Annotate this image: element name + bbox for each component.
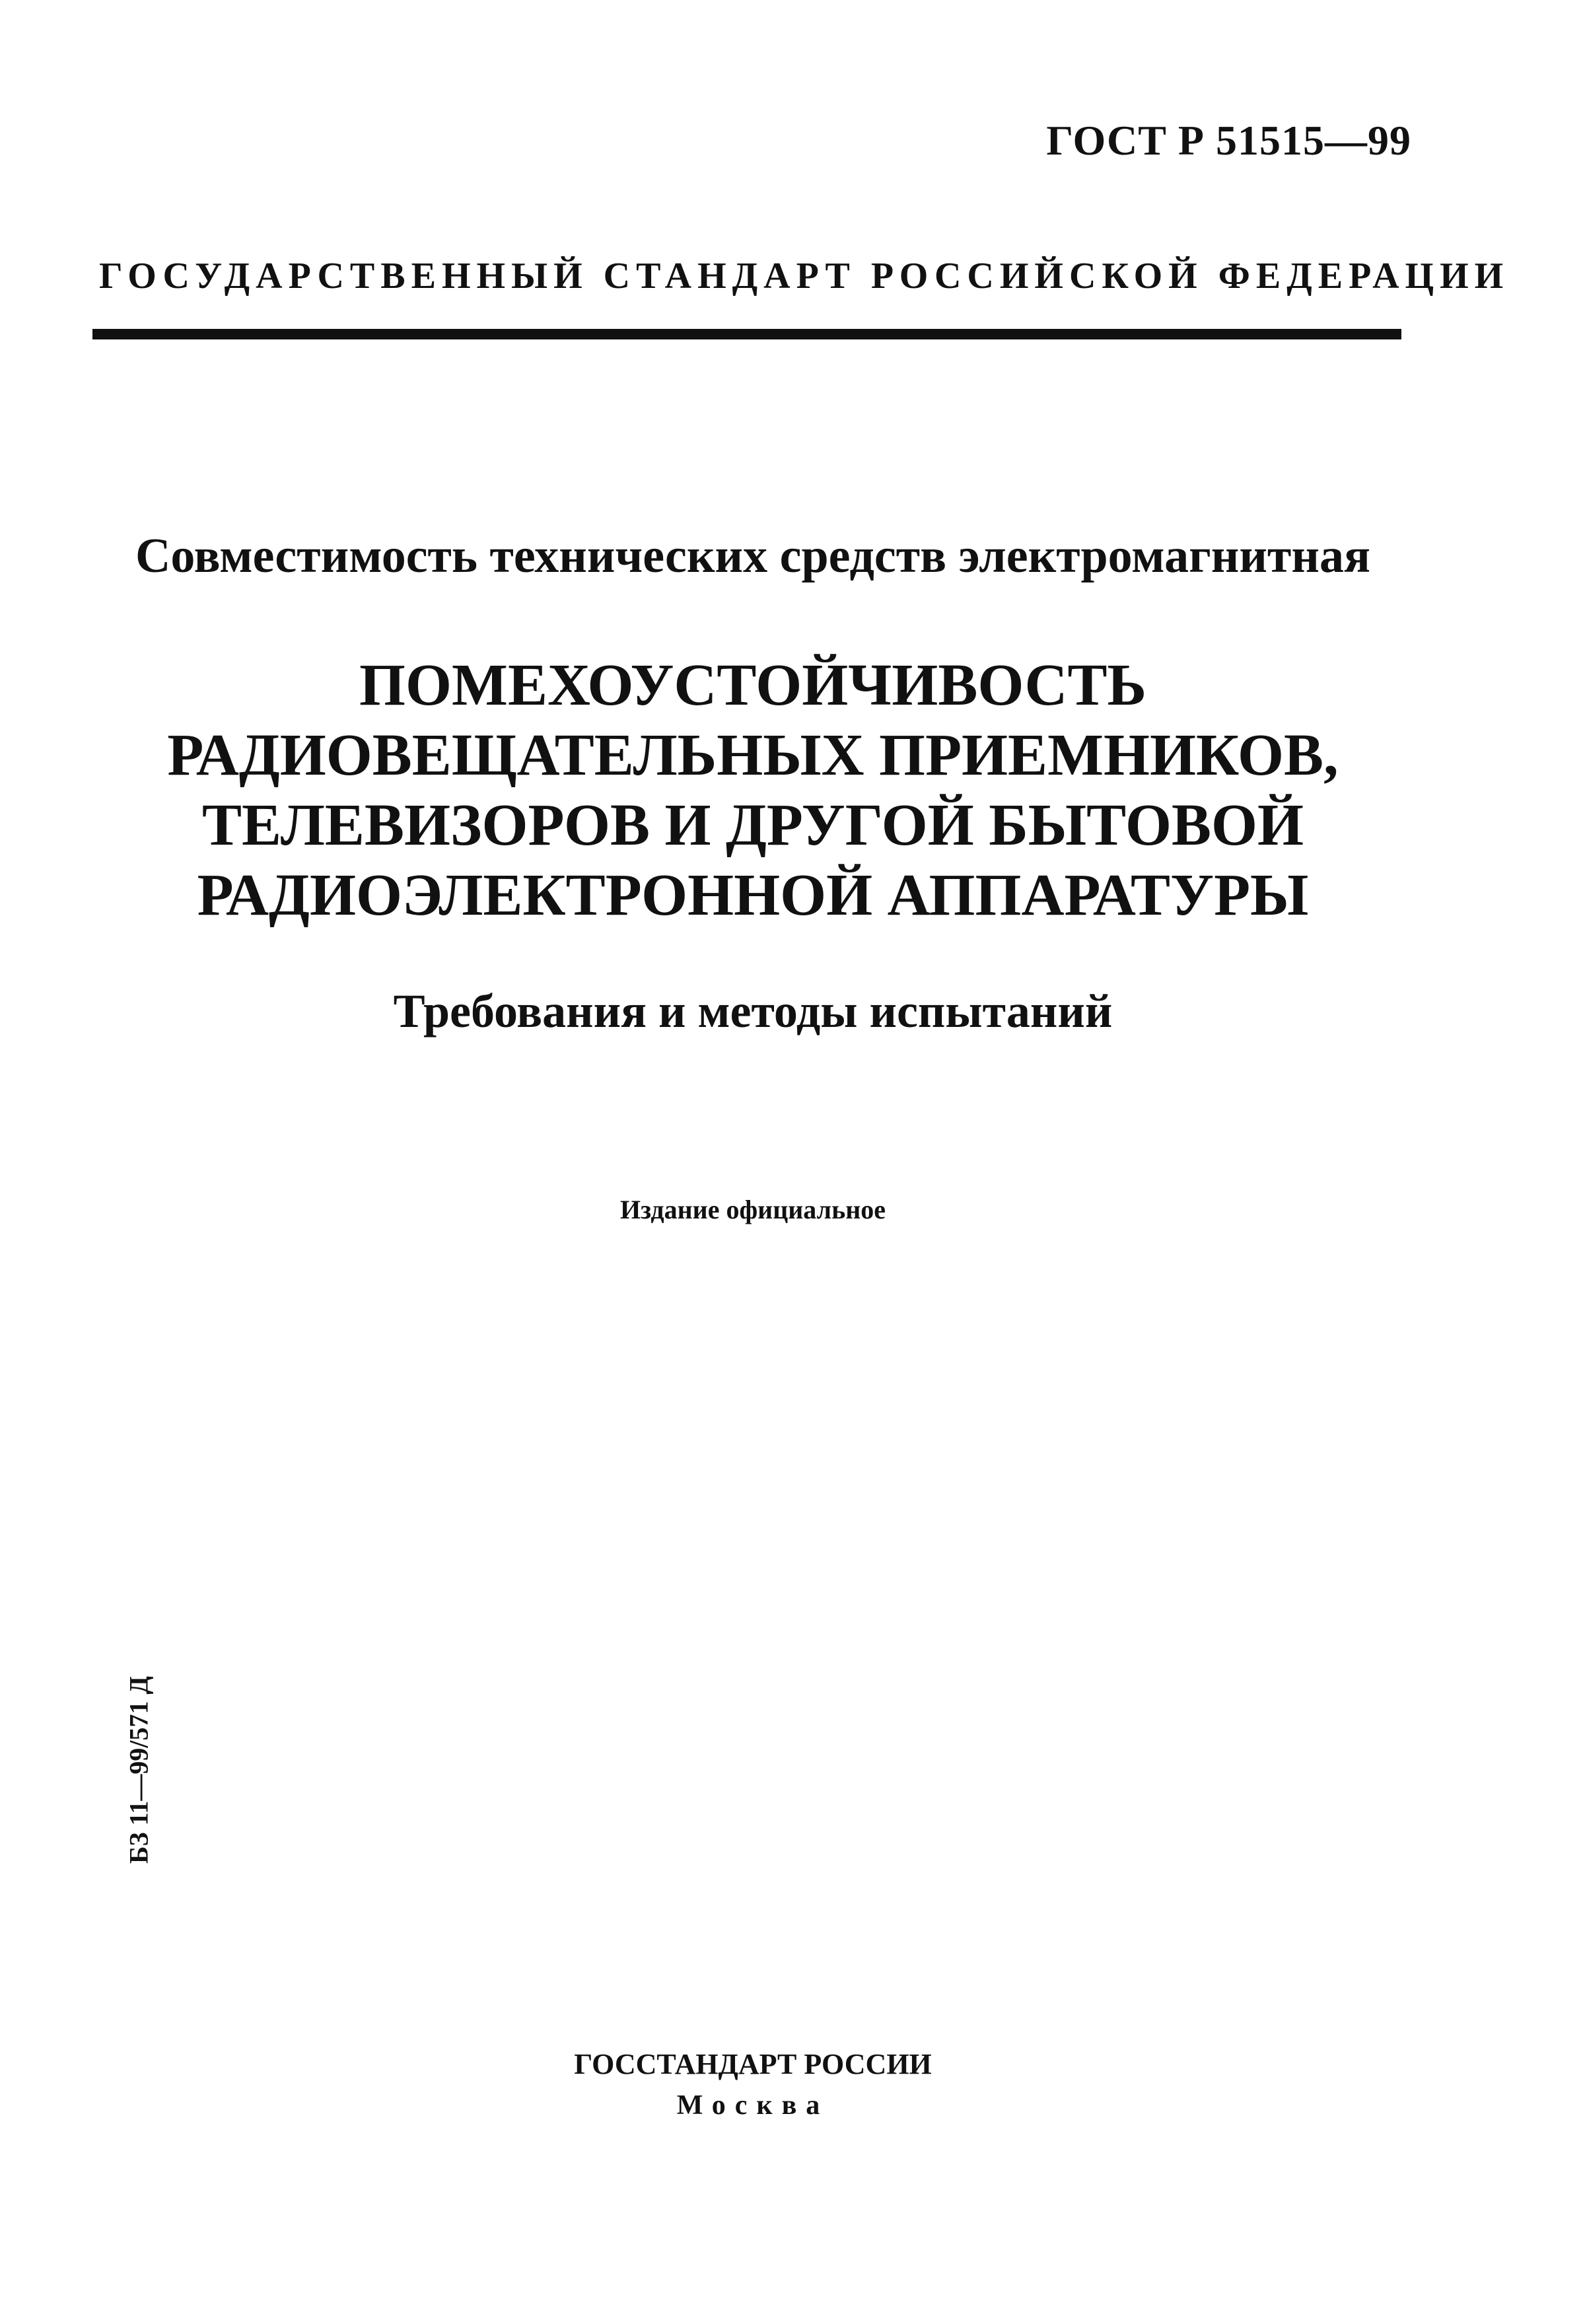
title-line-2: РАДИОВЕЩАТЕЛЬНЫХ ПРИЕМНИКОВ,: [167, 722, 1339, 788]
header-divider: [92, 329, 1401, 339]
document-subtitle: Совместимость технических средств электромагнитная: [135, 529, 1371, 583]
side-code: БЗ 11—99/571 Д: [123, 1676, 154, 1864]
publisher-name: ГОССТАНДАРТ РОССИИ: [574, 2048, 932, 2080]
state-standard-heading: ГОСУДАРСТВЕННЫЙ СТАНДАРТ РОССИЙСКОЙ ФЕДЕРАЦИИ: [99, 256, 1510, 297]
edition-label: Издание официальное: [619, 1195, 886, 1224]
publication-city: Москва: [676, 2090, 829, 2121]
title-line-3: ТЕЛЕВИЗОРОВ И ДРУГОЙ БЫТОВОЙ: [202, 792, 1304, 858]
requirements-subtitle: Требования и методы испытаний: [393, 985, 1113, 1038]
document-title: [66, 651, 1440, 931]
title-line-4: РАДИОЭЛЕКТРОННОЙ АППАРАТУРЫ: [197, 863, 1309, 928]
title-line-1: ПОМЕХОУСТОЙЧИВОСТЬ: [359, 652, 1146, 718]
document-number: ГОСТ Р 51515—99: [1046, 117, 1411, 164]
